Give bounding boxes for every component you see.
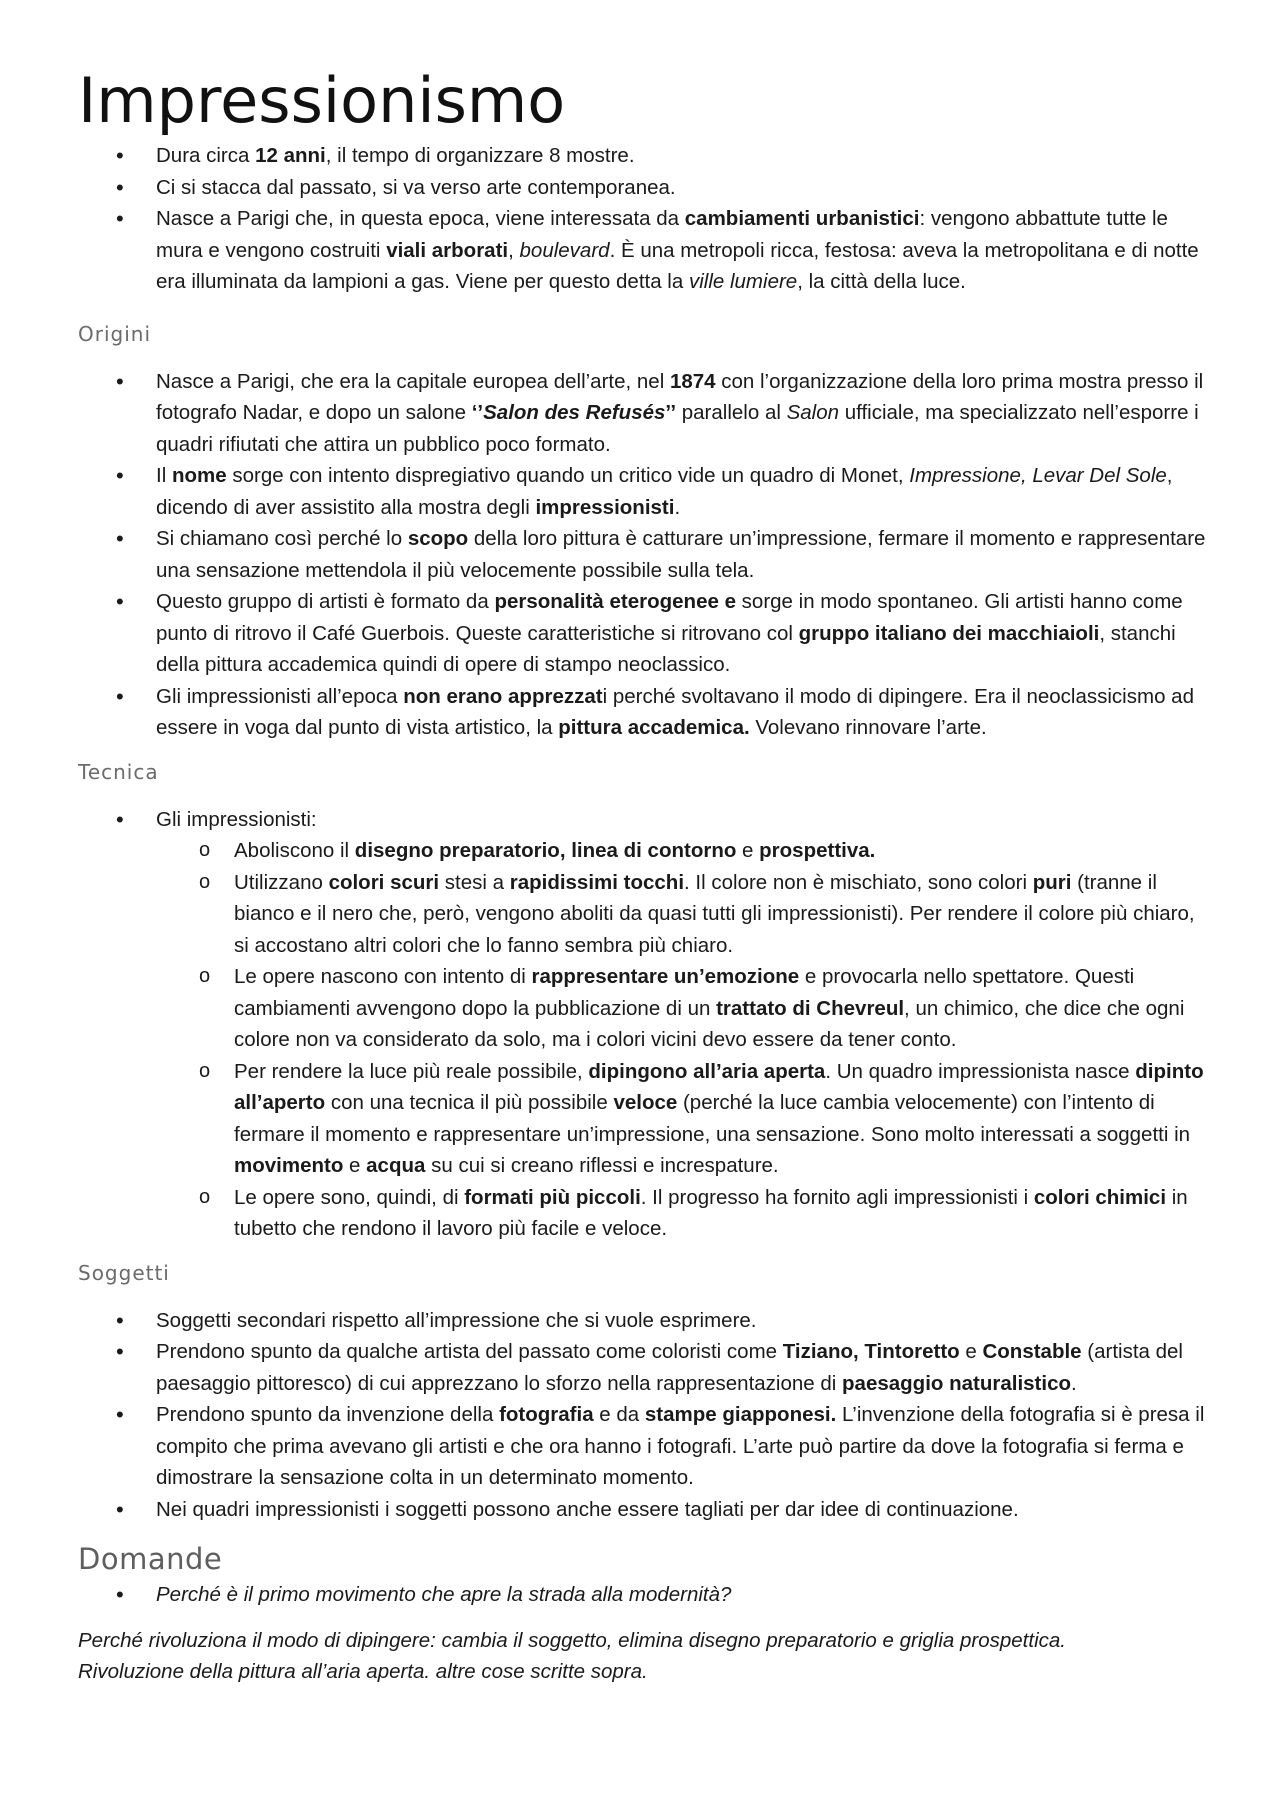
list-item: • Ci si stacca dal passato, si va verso arte contemporanea. [156,172,1210,204]
list-item: • Nasce a Parigi che, in questa epoca, viene interessata da cambiamenti urbanistici: vengono abbattute tutte le mura e vengono costruiti viali arborati, boulevard. È una metropoli ricca, festosa: aveva la metropolitana e di notte era illuminata da lampioni a gas. Viene per questo detta la ville lumiere, la città della luce. [156,203,1210,298]
section-heading-soggetti: Soggetti [78,1260,170,1285]
origini-list [78,366,1210,744]
list-item: • Nasce a Parigi, che era la capitale europea dell’arte, nel 1874 con l’organizzazione della loro prima mostra presso il fotografo Nadar, e dopo un salone ‘’Salon des Refusés’’ parallelo al Salon ufficiale, ma specializzato nell’esporre i quadri rifiutati che attira un pubblico poco formato. [156,366,1210,461]
answer-line: Perché rivoluziona il modo di dipingere: cambia il soggetto, elimina disegno preparatorio e griglia prospettica. [78,1628,1066,1652]
sub-list-item: o Per rendere la luce più reale possibile, dipingono all’aria aperta. Un quadro impressionista nasce dipinto all’aperto con una tecnica il più possibile veloce (perché la luce cambia velocemente) con l’intento di fermare il momento e rappresentare un’impressione, una sensazione. Sono molto interessati a soggetti in movimento e acqua su cui si creano riflessi e increspature. [234,1056,1210,1182]
tecnica-sublist [156,835,1210,1245]
domande-list [78,1579,1210,1611]
list-item: • Questo gruppo di artisti è formato da personalità eterogenee e sorge in modo spontaneo. Gli artisti hanno come punto di ritrovo il Café Guerbois. Queste caratteristiche si ritrovano col gruppo italiano dei macchiaioli, stanchi della pittura accademica quindi di opere di stampo neoclassico. [156,586,1210,681]
list-item: • Gli impressionisti all’epoca non erano apprezzati perché svoltavano il modo di dipingere. Era il neoclassicismo ad essere in voga dal punto di vista artistico, la pittura accademica. Volevano rinnovare l’arte. [156,681,1210,744]
list-item: • Soggetti secondari rispetto all’impressione che si vuole esprimere. [156,1305,1210,1337]
list-item: • Si chiamano così perché lo scopo della loro pittura è catturare un’impressione, fermare il momento e rappresentare una sensazione mettendola il più velocemente possibile sulla tela. [156,523,1210,586]
list-item: • Prendono spunto da invenzione della fotografia e da stampe giapponesi. L’invenzione della fotografia si è presa il compito che prima avevano gli artisti e che ora hanno i fotografi. L’arte può partire da dove la fotografia si ferma e dimostrare la sensazione colta in un determinato momento. [156,1399,1210,1494]
list-item: • Prendono spunto da qualche artista del passato come coloristi come Tiziano, Tintoretto e Constable (artista del paesaggio pittoresco) di cui apprezzano lo sforzo nella rappresentazione di paesaggio naturalistico. [156,1336,1210,1399]
list-item: • Dura circa 12 anni, il tempo di organizzare 8 mostre. [156,140,1210,172]
section-heading-domande: Domande [78,1542,223,1576]
tecnica-lead: Gli impressionisti: [156,807,317,831]
sub-list-item: o Utilizzano colori scuri stesi a rapidissimi tocchi. Il colore non è mischiato, sono colori puri (tranne il bianco e il nero che, però, vengono aboliti da quasi tutti gli impressionisti). Per rendere il colore più chiaro, si accostano altri colori che lo fanno sembra più chiaro. [234,867,1210,962]
answer-paragraph [78,1625,1210,1688]
section-heading-tecnica: Tecnica [78,759,159,784]
answer-line: Rivoluzione della pittura all’aria aperta. altre cose scritte sopra. [78,1660,648,1683]
sub-list-item: o Le opere sono, quindi, di formati più piccoli. Il progresso ha fornito agli impressionisti i colori chimici in tubetto che rendono il lavoro più facile e veloce. [234,1182,1210,1245]
sub-list-item: o Aboliscono il disegno preparatorio, linea di contorno e prospettiva. [234,835,1210,867]
intro-list [78,140,1210,298]
tecnica-list [78,804,1210,1245]
sub-list-item: o Le opere nascono con intento di rappresentare un’emozione e provocarla nello spettatore. Questi cambiamenti avvengono dopo la pubblicazione di un trattato di Chevreul, un chimico, che dice che ogni colore non va considerato da solo, ma i colori vicini devo essere da tener conto. [234,961,1210,1056]
soggetti-list [78,1305,1210,1526]
question-text: Perché è il primo movimento che apre la strada alla modernità? [156,1583,732,1606]
list-item: • Il nome sorge con intento dispregiativo quando un critico vide un quadro di Monet, Impressione, Levar Del Sole, dicendo di aver assistito alla mostra degli impressionisti. [156,460,1210,523]
list-item [156,804,1210,1245]
page-title: Impressionismo [78,64,566,137]
question-item [156,1579,1210,1611]
list-item: • Nei quadri impressionisti i soggetti possono anche essere tagliati per dar idee di continuazione. [156,1494,1210,1526]
section-heading-origini: Origini [78,321,152,346]
